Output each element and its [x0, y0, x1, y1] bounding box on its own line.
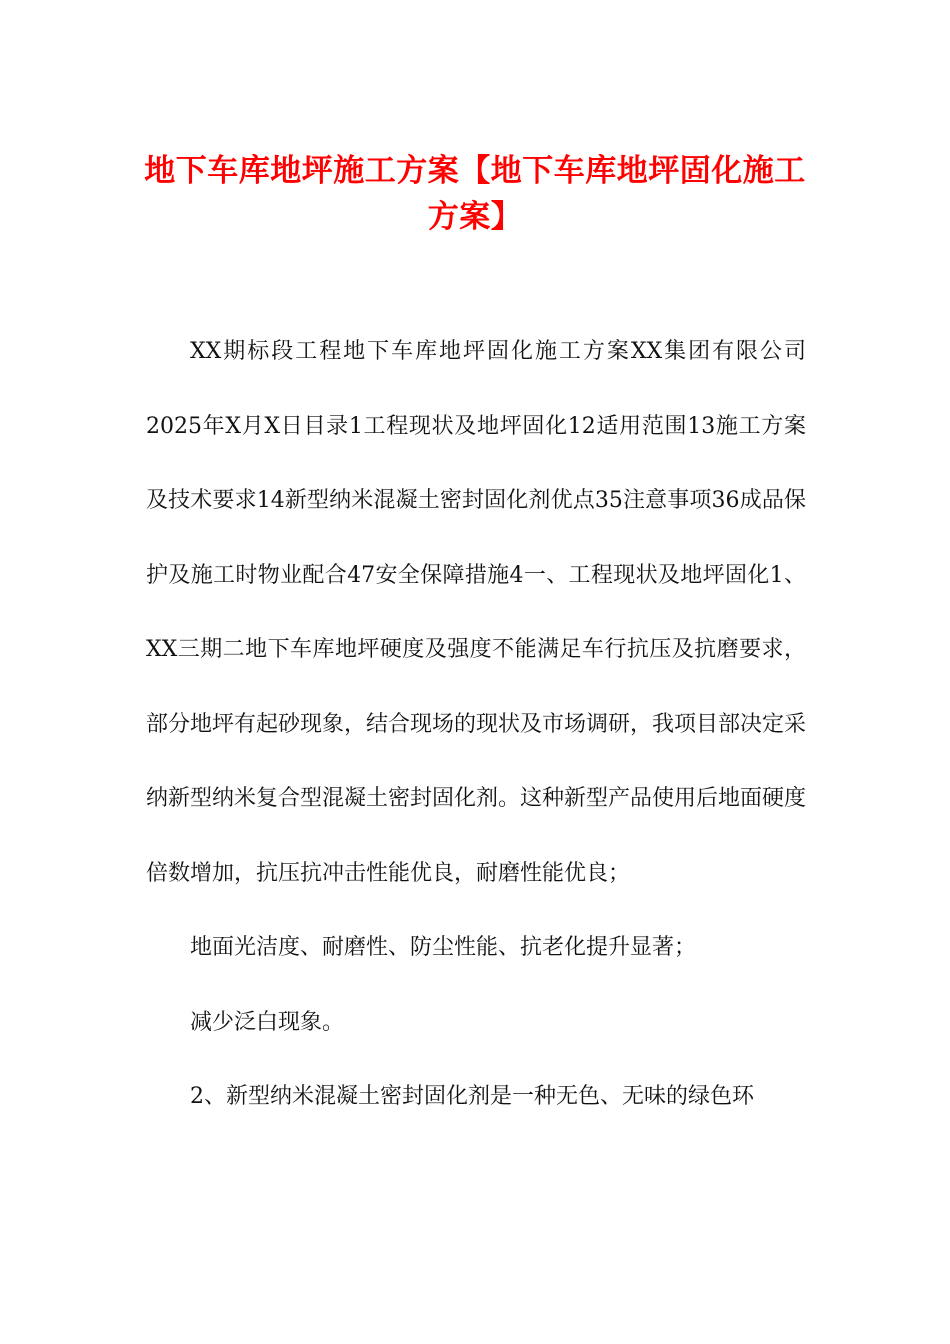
document-body — [146, 315, 806, 1135]
paragraph-sealer-description: 2、新型纳米混凝土密封固化剂是一种无色、无味的绿色环 — [190, 1084, 754, 1109]
paragraph-surface-improvement: 地面光洁度、耐磨性、防尘性能、抗老化提升显著； — [190, 935, 697, 960]
paragraph-reduce-whitening: 减少泛白现象。 — [190, 1009, 345, 1035]
document-title: 地下车库地坪施工方案【地下车库地坪固化施工方案】 — [144, 153, 806, 235]
paragraph-intro: XX期标段工程地下车库地坪固化施工方案XX集团有限公司2025年X月X日目录1工程现状及地坪固化12适用范围13施工方案及技术要求14新型纳米混凝土密封固化剂优点35注意事项36成品保护及施工时物业配合47安全保障措施4一、工程现状及地坪固化1、XX三期二地下车库地坪硬度及强度不能满足车行抗压及抗磨要求，部分地坪有起砂现象，结合现场的现状及市场调研，我项目部决定采纳新型纳米复合型混凝土密封固化剂。这种新型产品使用后地面硬度倍数增加，抗压抗冲击性能优良，耐磨性能优良； — [146, 339, 807, 886]
